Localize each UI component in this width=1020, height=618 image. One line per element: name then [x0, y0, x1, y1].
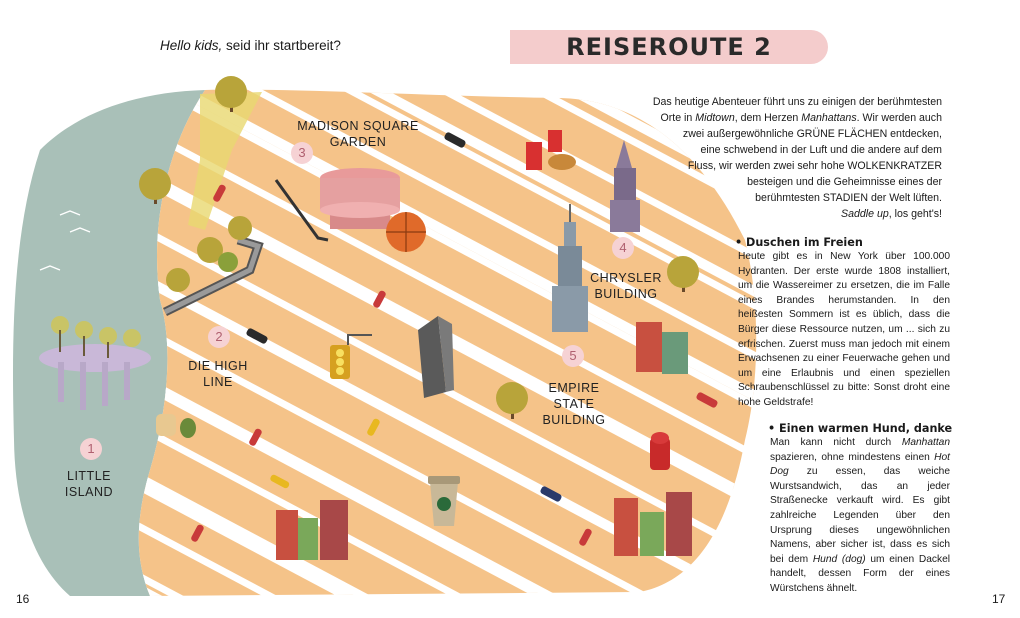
fire-hydrant-icon — [650, 432, 670, 470]
place-number-marker: 5 — [562, 345, 584, 367]
place-label: MADISON SQUARE GARDEN — [297, 119, 419, 149]
section-heading: • Einen warmen Hund, danke — [768, 422, 953, 435]
place-label: DIE HIGH LINE — [188, 359, 248, 389]
place-label: EMPIRE STATE BUILDING — [542, 381, 606, 427]
greeting: Hello kids, seid ihr startbereit? — [160, 38, 341, 53]
building-illustration — [418, 316, 454, 398]
intro-paragraph: Das heutige Abenteuer führt uns zu einigen der berühmtesten Orte in Midtown, dem Herzen Manhattans. Wir werden auch zwei außergewöhnliche GRÜNE FLÄCHEN entdecken, eine schwebend in der Luft und die andere auf dem Fluss, wir werden zwei sehr hohe WOLKENKRATZER besteigen und die Geheimnisse eines der berühmtesten STADIEN der Welt lüften. Saddle up, los geht's! — [652, 96, 942, 220]
place-label: CHRYSLER BUILDING — [590, 271, 662, 301]
page-number-left: 16 — [16, 592, 30, 606]
place-number-marker: 4 — [612, 237, 634, 259]
section-heading: • Duschen im Freien — [735, 236, 863, 249]
place-number-marker: 1 — [80, 438, 102, 460]
place-label: LITTLE ISLAND — [64, 469, 114, 499]
madison-square-garden-illustration — [320, 168, 400, 229]
page-title: REISEROUTE 2 — [566, 33, 772, 61]
section-body: Heute gibt es in New York über 100.000 Hydranten. Der erste wurde 1808 installiert, um die Wassereimer zu ersetzen, die im Falle eines Brandes herumstanden. In den heißesten Sommern ist es üblich, dass die Bürger diese Ressource nutzen, um ... sich zu erfrischen. Zuerst muss man jedoch mit einem Erwachsenen zu einer Feuerwache gehen und um eine Erlaubnis und einen speziellen Schraubenschlüssel zu bitte: Sonst droht eine hohe Geldstrafe! — [738, 251, 950, 408]
page-number-right: 17 — [992, 592, 1006, 606]
section-body: Man kann nicht durch Manhattan spazieren, ohne mindestens einen Hot Dog zu essen, das weiche Wurstsandwich, das an jeder Straßenecke verkauft wird. Es gibt zahlreiche Legenden über den Ursprung dieses ungewöhnlichen Namens, aber sicher ist, dass es sich bei dem Hund (dog) um einen Dackel handelt, dessen Form der eines Würstchens ähnelt. — [770, 437, 950, 594]
place-number-marker: 3 — [291, 142, 313, 164]
place-number-marker: 2 — [208, 326, 230, 348]
